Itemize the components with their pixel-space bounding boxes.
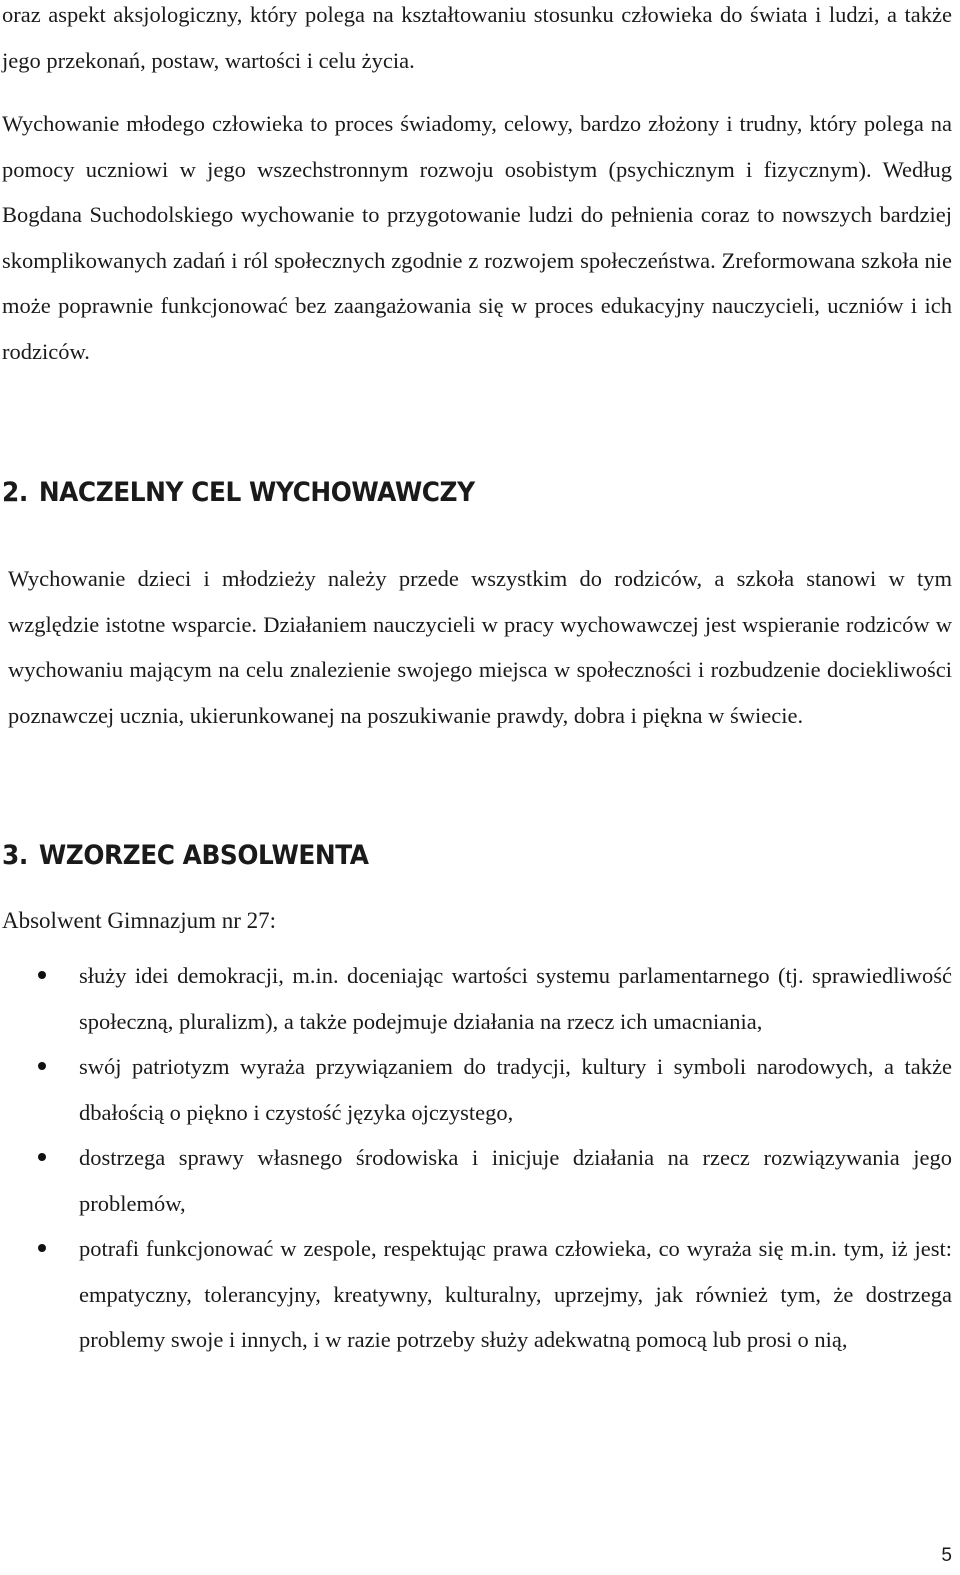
bullet-icon (38, 1062, 46, 1070)
list-item-text: swój patriotyzm wyraża przywiązaniem do tradycji, kultury i symboli narodowych, a także dbałością o piękno i czystość języka ojczystego, (79, 1054, 952, 1125)
paragraph-aksjologiczny: oraz aspekt aksjologiczny, który polega na kształtowaniu stosunku człowieka do świata i ludzi, a także jego przekonań, postaw, wartości i celu życia. (2, 2, 952, 73)
paragraph-wychowanie: Wychowanie młodego człowieka to proces świadomy, celowy, bardzo złożony i trudny, który polega na pomocy uczniowi w jego wszechstronnym rozwoju osobistym (psychicznym i fizycznym). Według Bogdana Suchodolskiego wychowanie to przygotowanie ludzi do pełnienia coraz to nowszych bardziej skomplikowanych zadań i ról społecznych zgodnie z rozwojem społeczeństwa. Zreformowana szkoła nie może poprawnie funkcjonować bez zaangażowania się w proces edukacyjny nauczycieli, uczniów i ich rodziców. (2, 111, 952, 364)
page-number: 5 (941, 1545, 952, 1566)
absolwent-traits-list (0, 953, 952, 1363)
list-item (0, 1226, 952, 1363)
absolwent-intro: Absolwent Gimnazjum nr 27: (2, 908, 277, 933)
list-item-text: dostrzega sprawy własnego środowiska i inicjuje działania na rzecz rozwiązywania jego problemów, (79, 1145, 952, 1216)
bullet-icon (38, 1244, 46, 1252)
section-number: 3. (2, 840, 28, 871)
bullet-icon (38, 1153, 46, 1161)
list-item (0, 1044, 952, 1135)
section-heading-wzorzec-absolwenta (2, 840, 369, 871)
list-item-text: potrafi funkcjonować w zespole, respektując prawa człowieka, co wyraża się m.in. tym, iż jest: empatyczny, tolerancyjny, kreatywny, kulturalny, uprzejmy, jak również tym, że dostrzega problemy swoje i innych, i w razie potrzeby służy adekwatną pomocą lub prosi o nią, (79, 1236, 952, 1352)
list-item (0, 1135, 952, 1226)
section-number: 2. (2, 477, 28, 508)
list-item-text: służy idei demokracji, m.in. doceniając wartości systemu parlamentarnego (tj. sprawiedliwość społeczną, pluralizm), a także podejmuje działania na rzecz ich umacniania, (79, 963, 952, 1034)
section-title: WZORZEC ABSOLWENTA (38, 840, 369, 871)
section-title: NACZELNY CEL WYCHOWAWCZY (38, 477, 475, 508)
section-heading-naczelny-cel (2, 477, 475, 508)
paragraph-naczelny-cel: Wychowanie dzieci i młodzieży należy przede wszystkim do rodziców, a szkoła stanowi w tym względzie istotne wsparcie. Działaniem nauczycieli w pracy wychowawczej jest wspieranie rodziców w wychowaniu mającym na celu znalezienie swojego miejsca w społeczności i rozbudzenie dociekliwości poznawczej ucznia, ukierunkowanej na poszukiwanie prawdy, dobra i piękna w świecie. (8, 566, 952, 728)
list-item (0, 953, 952, 1044)
bullet-icon (38, 971, 46, 979)
